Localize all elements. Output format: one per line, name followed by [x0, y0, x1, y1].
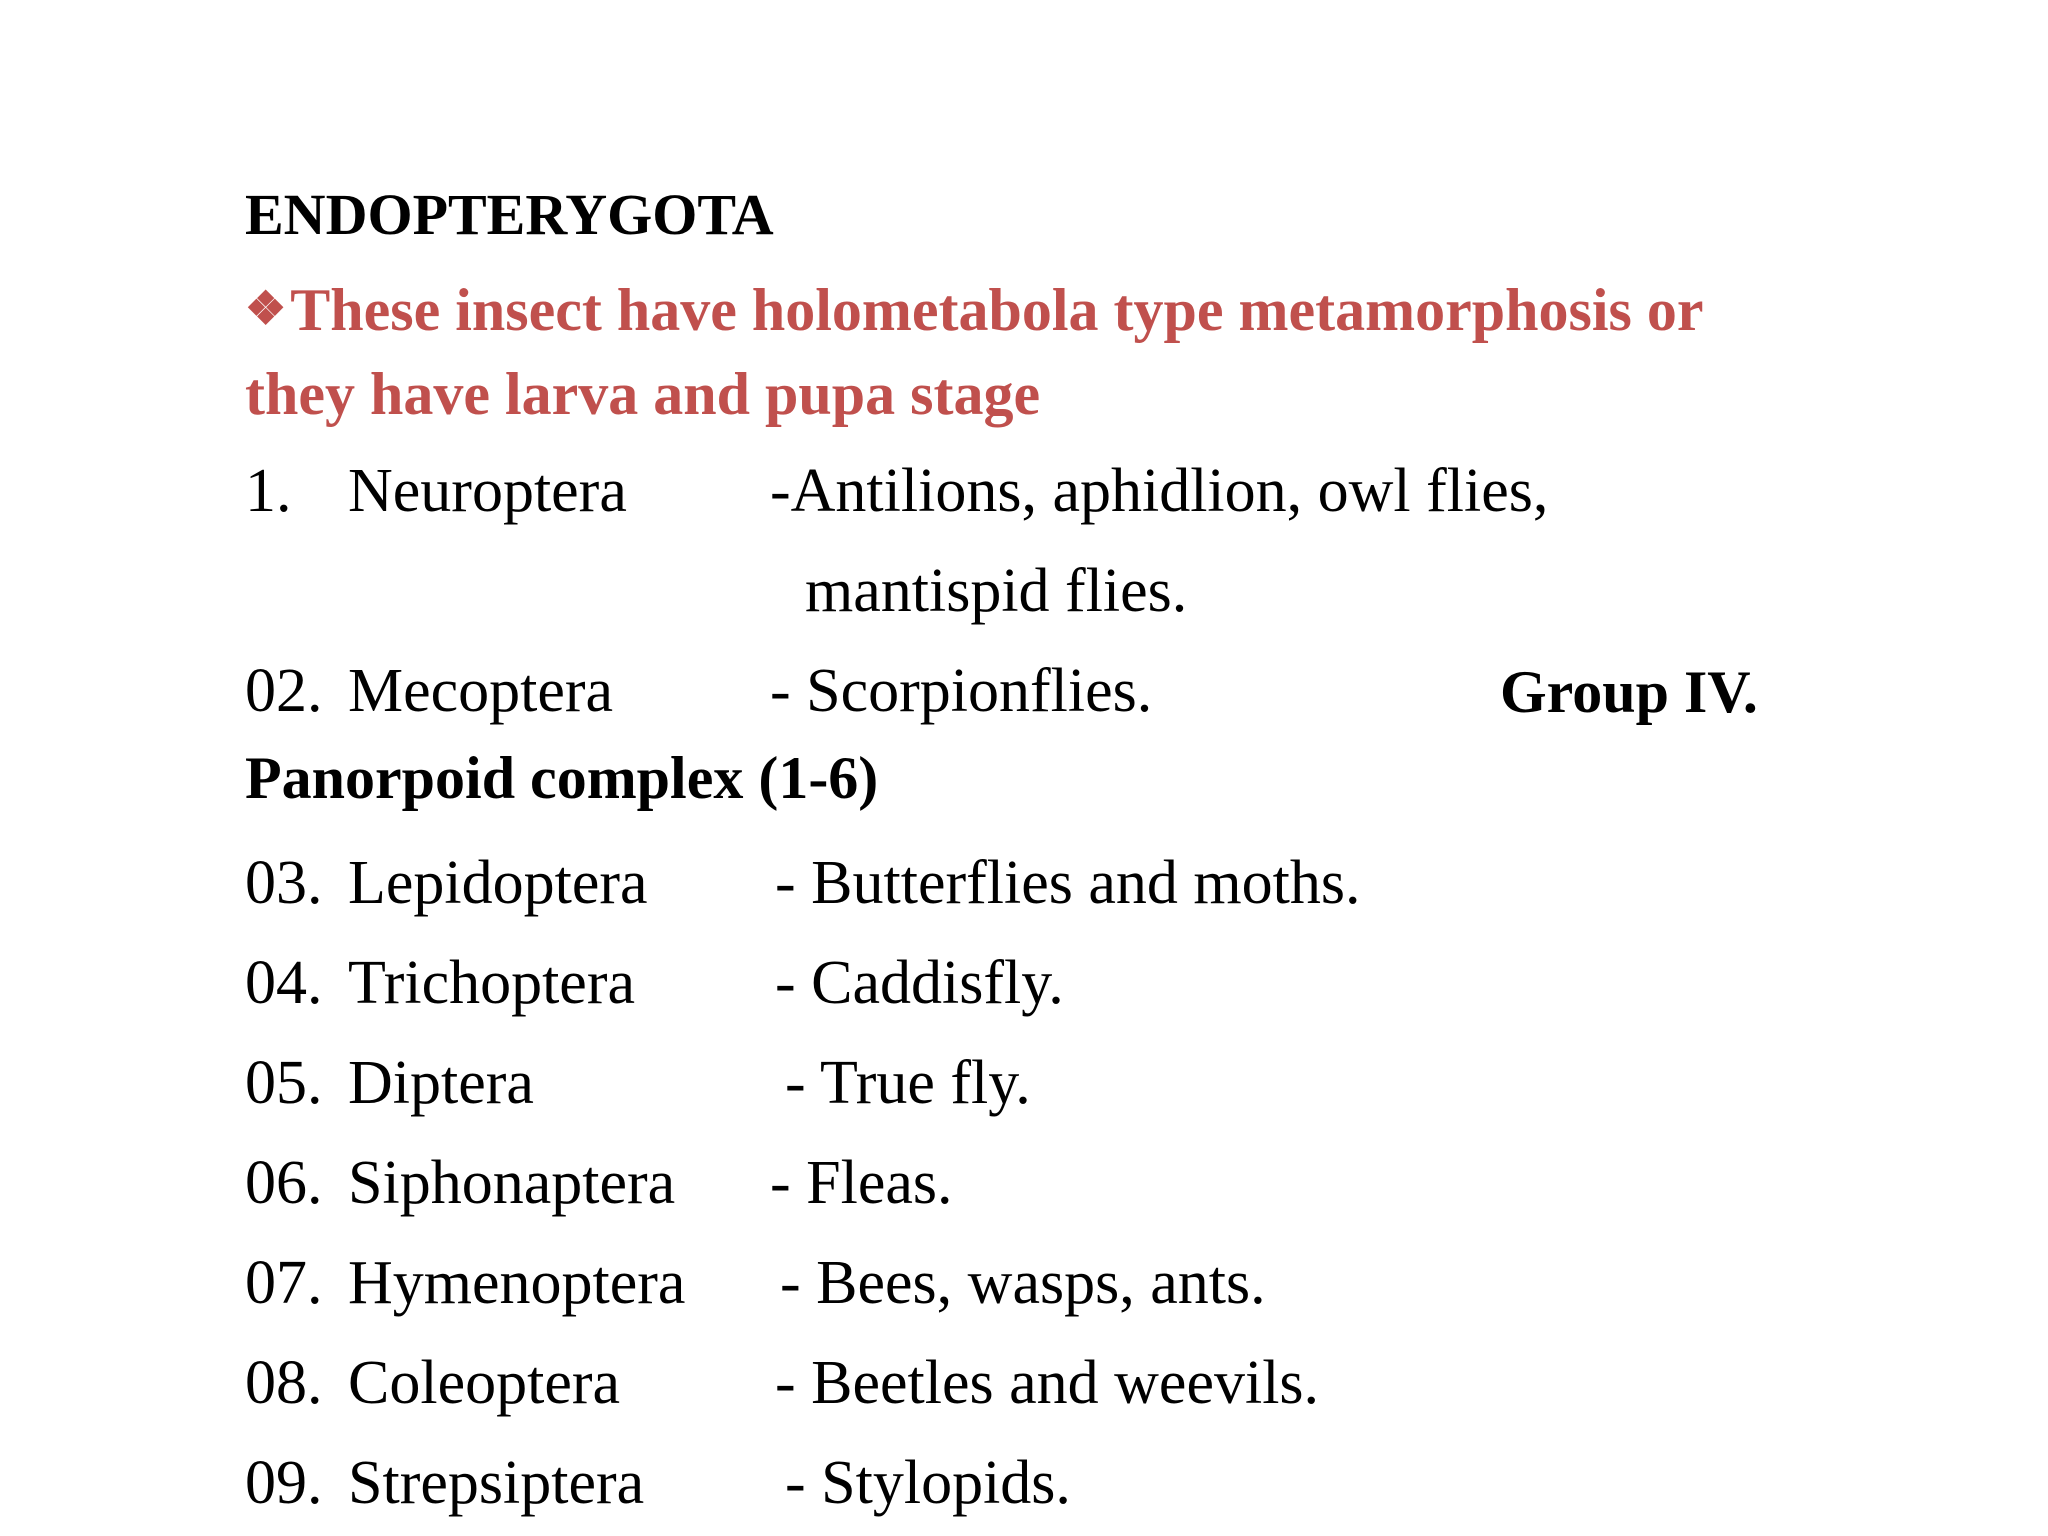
order-number: 07.	[245, 1249, 323, 1317]
panorpoid-complex-label: Panorpoid complex (1-6)	[245, 745, 879, 811]
order-name: Mecoptera	[348, 657, 614, 725]
order-name: Neuroptera	[348, 457, 627, 525]
order-name: Siphonaptera	[348, 1149, 676, 1217]
order-description: - Scorpionflies.	[770, 657, 1153, 725]
order-description: - Bees, wasps, ants.	[780, 1249, 1266, 1317]
order-number: 04.	[245, 949, 323, 1017]
order-description: - Fleas.	[770, 1149, 953, 1217]
bullet-text-1: These insect have holometabola type metamorphosis or	[290, 277, 1704, 343]
order-name: Trichoptera	[348, 949, 635, 1017]
order-number: 09.	[245, 1449, 323, 1517]
order-number: 02.	[245, 657, 323, 725]
bullet-point-line-2: they have larva and pupa stage	[245, 361, 1041, 427]
order-description: -Antilions, aphidlion, owl flies,	[770, 457, 1549, 525]
order-name: Strepsiptera	[348, 1449, 645, 1517]
order-name: Hymenoptera	[348, 1249, 686, 1317]
order-name: Diptera	[348, 1049, 534, 1117]
order-description: - Butterflies and moths.	[775, 849, 1361, 917]
order-number: 1.	[245, 457, 292, 525]
order-description: - Stylopids.	[785, 1449, 1071, 1517]
order-name: Lepidoptera	[348, 849, 648, 917]
group-label: Group IV.	[1500, 659, 1758, 725]
order-number: 06.	[245, 1149, 323, 1217]
order-description: - Caddisfly.	[775, 949, 1064, 1017]
order-number: 05.	[245, 1049, 323, 1117]
order-name: Coleoptera	[348, 1349, 621, 1417]
order-description: - Beetles and weevils.	[775, 1349, 1320, 1417]
order-description: - True fly.	[785, 1049, 1031, 1117]
order-number: 08.	[245, 1349, 323, 1417]
slide-title: ENDOPTERYGOTA	[245, 182, 774, 247]
order-description-continued: mantispid flies.	[805, 557, 1188, 625]
order-number: 03.	[245, 849, 323, 917]
bullet-point-line-1	[245, 277, 1704, 343]
diamond-bullet-icon: ❖	[245, 283, 287, 334]
